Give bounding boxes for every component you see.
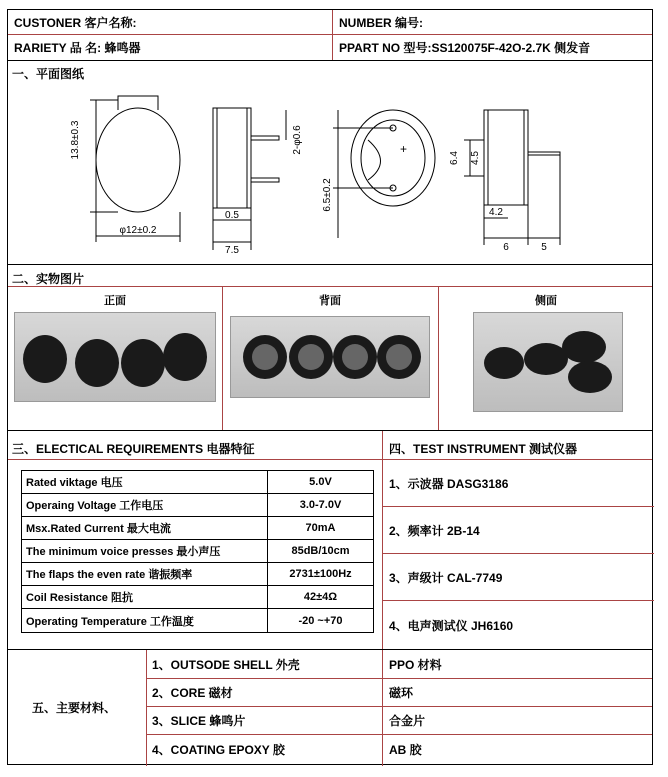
customer-cell: CUSTONER 客户名称: [14, 15, 137, 30]
buzzer-back-image [231, 317, 429, 397]
instrument-3: 3、声级计 CAL-7749 [383, 554, 654, 601]
req-value: 3.0-7.0V [299, 499, 342, 511]
buzzer-front-image [15, 313, 215, 401]
variety-cell: RARIETY 品 名: 蜂鸣器 [14, 41, 141, 55]
req-name: Coil Resistance 阻抗 [22, 586, 268, 608]
section4-title: 四、TEST INSTRUMENT 测试仪器 [389, 442, 577, 456]
electrical-requirements-table [21, 470, 374, 633]
section3-title: 三、ELECTICAL REQUIREMENTS 电器特征 [12, 442, 255, 456]
instrument-2: 2、频率计 2B-14 [383, 507, 654, 554]
req-name: Rated viktage 电压 [22, 471, 268, 493]
dim-4-2: 4.2 [489, 207, 503, 218]
front-view-drawing [90, 96, 180, 242]
dim-pin: 2-φ0.6 [292, 125, 303, 155]
buzzer-side-image [474, 313, 622, 411]
photo-divider-2 [438, 287, 439, 430]
req-value: 85dB/10cm [291, 545, 350, 557]
instrument-1: 1、示波器 DASG3186 [383, 460, 654, 507]
dim-7-5: 7.5 [225, 245, 239, 256]
dim-phi12: φ12±0.2 [119, 225, 157, 236]
req-value: -20 ~+70 [298, 614, 343, 627]
instrument-4: 4、电声测试仪 JH6160 [389, 618, 514, 633]
req-row [22, 609, 373, 632]
section5-divider-2 [382, 650, 383, 766]
req-row [22, 494, 373, 517]
dim-13-8: 13.8±0.3 [70, 120, 81, 160]
req-name: The flaps the even rate 谐振频率 [22, 563, 268, 585]
dim-5: 5 [541, 242, 547, 253]
material-part: 2、CORE 磁材 [152, 685, 233, 700]
section34-bottom-border [8, 649, 652, 650]
req-row [22, 471, 373, 494]
part-no-cell: PPART NO 型号:SS120075F-42O-2.7K 侧发音 [332, 35, 652, 60]
section2-title-border [8, 286, 652, 287]
plus-mark: + [400, 142, 408, 156]
section2-bottom-border [8, 430, 652, 431]
section5-title: 五、主要材料、 [32, 701, 117, 715]
section2-title: 二、实物图片 [12, 272, 85, 286]
dim-6: 6 [503, 242, 509, 253]
photo-front [14, 312, 216, 402]
technical-drawing [8, 70, 652, 265]
section1-title: 一、平面图纸 [12, 67, 85, 81]
req-name: Msx.Rated Current 最大电流 [22, 517, 268, 539]
dim-4-5: 4.5 [470, 151, 481, 165]
material-value: 合金片 [389, 713, 426, 728]
dim-6-4: 6.4 [449, 151, 460, 165]
req-value: 5.0V [309, 476, 332, 488]
req-row [22, 517, 373, 540]
req-row [22, 586, 373, 609]
photo-side [473, 312, 623, 412]
req-row [22, 540, 373, 563]
req-value: 70mA [305, 522, 336, 534]
spec-sheet [7, 9, 653, 765]
req-value: 2731±100Hz [289, 568, 352, 580]
bottom-view-drawing [333, 110, 435, 238]
req-name: Operating Temperature 工作温度 [22, 609, 268, 632]
req-name: Operaing Voltage 工作电压 [22, 494, 268, 516]
req-row [22, 563, 373, 586]
photo-label-front: 正面 [104, 295, 126, 307]
req-value: 42±4Ω [303, 591, 338, 603]
material-value: 磁环 [389, 685, 414, 700]
dim-0-5: 0.5 [225, 210, 239, 221]
header-row-2 [8, 35, 652, 61]
material-part: 1、OUTSODE SHELL 外壳 [152, 657, 300, 672]
material-part: 4、COATING EPOXY 胶 [152, 742, 285, 757]
section5-divider-1 [146, 650, 147, 766]
side-view-2-drawing [464, 110, 560, 245]
material-part: 3、SLICE 蜂鸣片 [152, 713, 246, 728]
photo-label-back: 背面 [319, 295, 341, 307]
req-name: The minimum voice presses 最小声压 [22, 540, 268, 562]
side-view-drawing [213, 108, 286, 250]
photo-back [230, 316, 430, 398]
dim-6-5: 6.5±0.2 [322, 178, 333, 212]
number-cell: NUMBER 编号: [332, 10, 652, 34]
photo-label-side: 侧面 [535, 295, 557, 307]
photo-divider-1 [222, 287, 223, 430]
section1-bottom-border [8, 264, 652, 265]
header-row-1 [8, 10, 652, 35]
material-value: PPO 材料 [389, 657, 442, 672]
material-value: AB 胶 [389, 742, 422, 757]
